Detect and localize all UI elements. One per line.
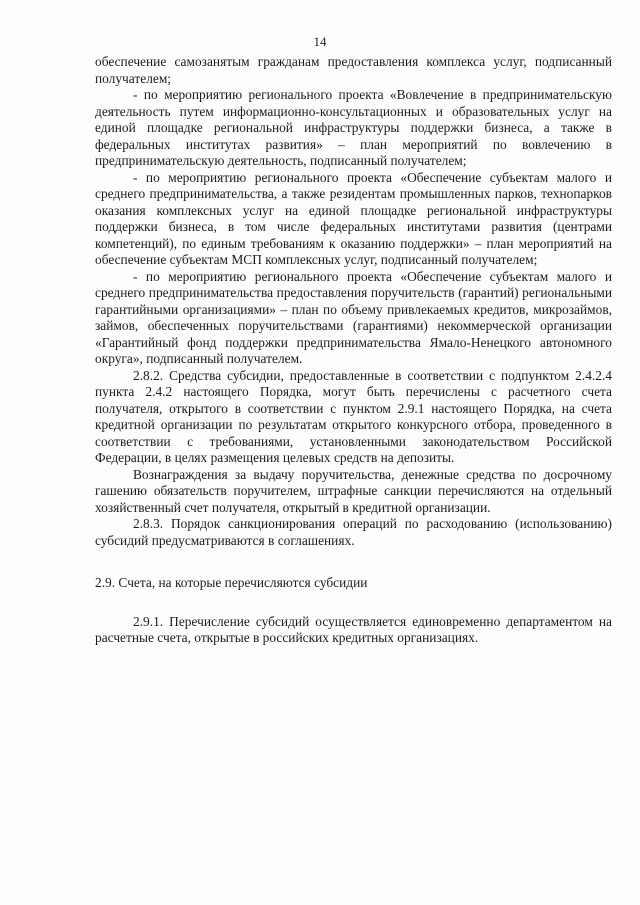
paragraph-guarantees-project: - по мероприятию регионального проекта «Обеспечение субъектам малого и среднего предпринимательства предоставления поручительств (гарантий) региональными гарантийными организациями» – план по объему привлекаемых кредитов, микрозаймов, займов, обеспеченных поручительствами (гарантиями) некоммерческой организации «Гарантийный фонд поддержки предпринимательства Ямало-Ненецкого автономного округа», подписанный получателем. bbox=[95, 268, 612, 366]
paragraph-2-8-3: 2.8.3. Порядок санкционирования операций по расходованию (использованию) субсидий предусматриваются в соглашениях. bbox=[95, 516, 612, 548]
document-body bbox=[95, 54, 612, 647]
paragraph-2-9-1: 2.9.1. Перечисление субсидий осуществляется единовременно департаментом на расчетные счета, открытые в российских кредитных организациях. bbox=[95, 613, 612, 645]
paragraph-remuneration: Вознаграждения за выдачу поручительства, денежные средства по досрочному гашению обязательств поручителем, штрафные санкции перечисляются на отдельный хозяйственный счет получателя, открытый в кредитной организации. bbox=[95, 466, 612, 515]
page-number: 14 bbox=[313, 34, 327, 49]
paragraph-involvement-project: - по мероприятию регионального проекта «Вовлечение в предпринимательскую деятельность путем информационно-консультационных и образовательных услуг на единой площадке региональной инфраструктуры поддержки бизнеса, а также в федеральных институтах развития» – план мероприятий по вовлечению в предпринимательскую деятельность, подписанный получателем; bbox=[95, 87, 612, 168]
section-heading-2-9: 2.9. Счета, на которые перечисляются субсидии bbox=[95, 575, 368, 590]
paragraph-continuation: обеспечение самозанятым гражданам предоставления комплекса услуг, подписанный получателем; bbox=[95, 54, 612, 86]
paragraph-complex-services-project: - по мероприятию регионального проекта «Обеспечение субъектам малого и среднего предпринимательства, а также резидентам промышленных парков, технопарков оказания комплексных услуг на единой площадке региональной инфраструктуры поддержки бизнеса, в том числе федеральных институтами развития (центрами компетенций), по единым требованиям к оказанию поддержки» – план мероприятий на обеспечение субъектам МСП комплексных услуг, подписанный получателем; bbox=[95, 169, 612, 267]
paragraph-2-8-2: 2.8.2. Средства субсидии, предоставленные в соответствии с подпунктом 2.4.2.4 пункта 2.4.2 настоящего Порядка, могут быть перечислены с расчетного счета получателя, открытого в соответствии с пунктом 2.9.1 настоящего Порядка, на счета кредитной организации по результатам открытого конкурсного отбора, проведенного в соответствии с требованиями, установленными законодательством Российской Федерации, в целях размещения целевых средств на депозиты. bbox=[95, 367, 612, 465]
